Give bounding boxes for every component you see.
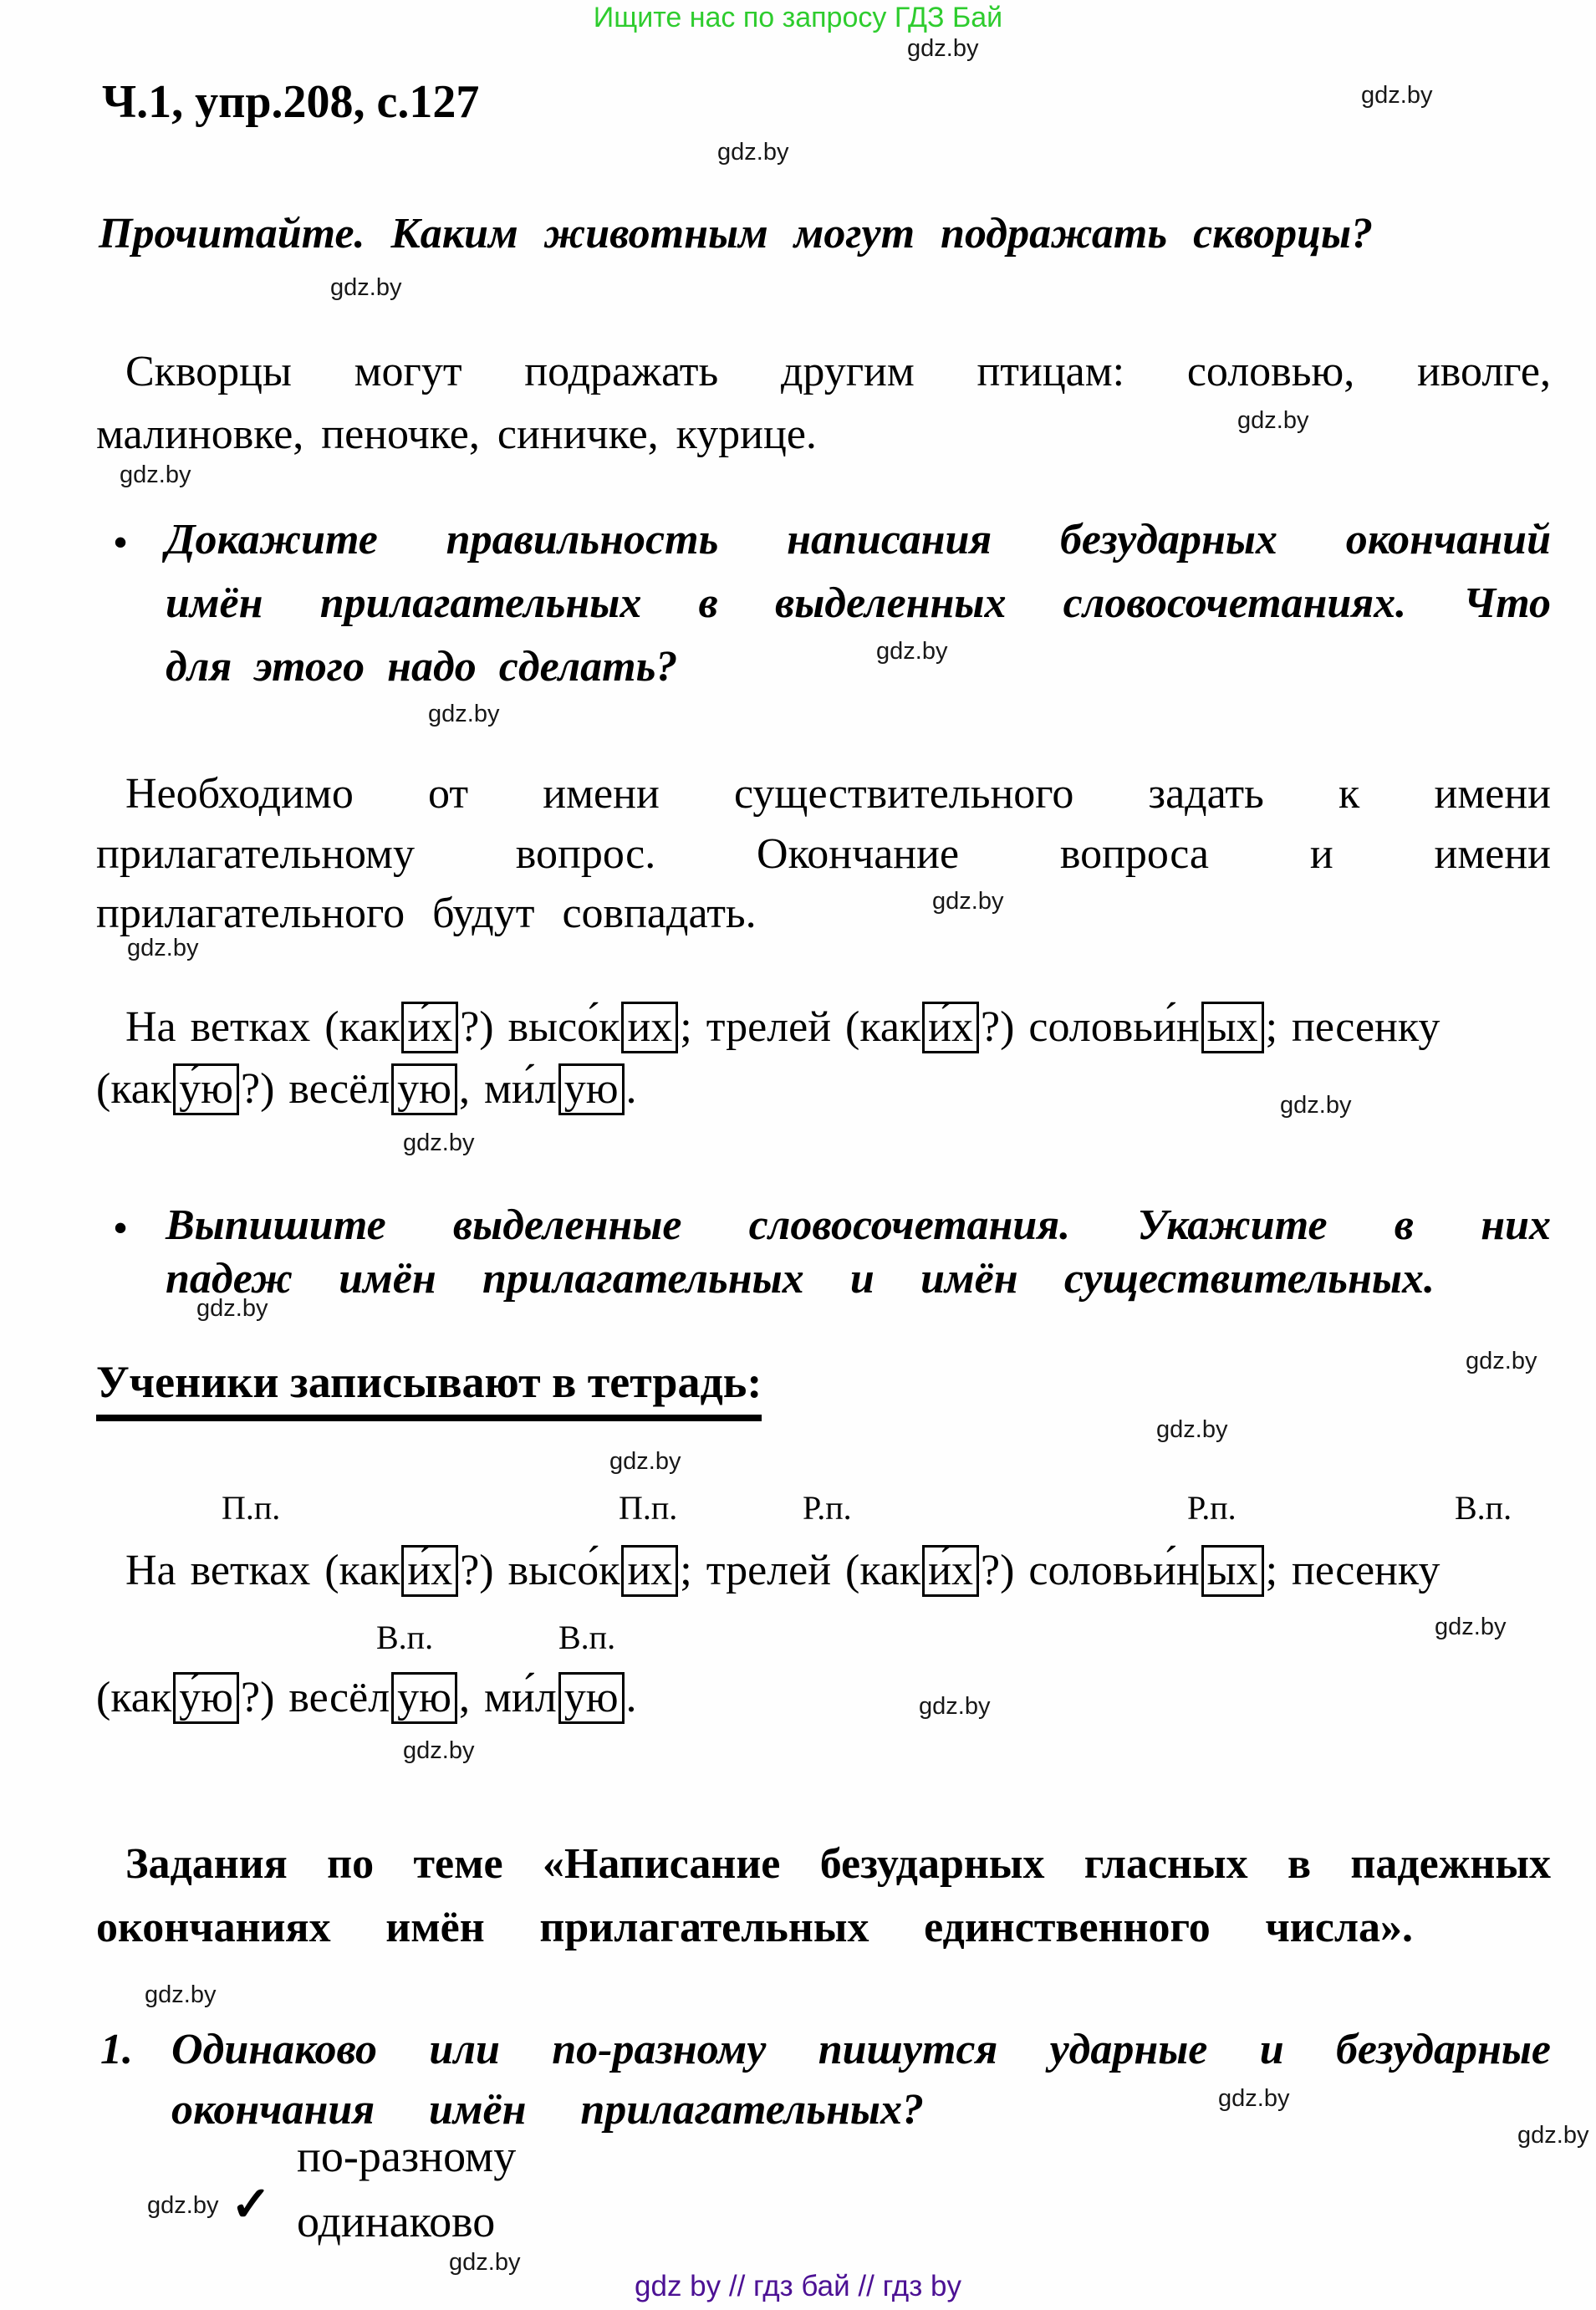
phrase-text: ; трелей (как — [680, 1547, 921, 1594]
gdz-watermark: gdz.by — [196, 1295, 268, 1322]
phrase-text: На ветках (как — [125, 1003, 400, 1051]
ending-box: и́х — [401, 1545, 458, 1597]
answer-option-correct: одинаково — [297, 2196, 496, 2246]
phrase-text: ?) соловьи́н — [981, 1547, 1200, 1594]
case-label: Р.п. — [1187, 1489, 1237, 1527]
task3-line2: падеж имён прилагательных и имён существительных. — [166, 1255, 1435, 1303]
page-title: Ч.1, упр.208, с.127 — [102, 76, 480, 128]
gdz-watermark: gdz.by — [1435, 1614, 1507, 1640]
ending-box: их — [621, 1545, 678, 1597]
ending-box: ую — [558, 1672, 625, 1724]
gdz-watermark: gdz.by — [403, 1737, 475, 1764]
task2-answer-line2: прилагательному вопрос. Окончание вопроса и имени — [96, 830, 1551, 878]
ending-box: у́ю — [173, 1063, 239, 1115]
ending-box: ую — [558, 1063, 625, 1115]
gdz-watermark: gdz.by — [120, 461, 191, 488]
gdz-watermark: gdz.by — [428, 701, 500, 727]
phrase-text: . — [625, 1065, 637, 1113]
gdz-watermark: gdz.by — [609, 1448, 681, 1475]
gdz-watermark: gdz.by — [932, 888, 1004, 915]
task1-answer-line2: малиновке, пеночке, синичке, курице. — [96, 410, 817, 458]
ending-box: и́х — [922, 1545, 979, 1597]
task2-line3: для этого надо сделать? — [166, 643, 678, 691]
task1-heading: Прочитайте. Каким животным могут подражать скворцы? — [99, 210, 1374, 258]
gdz-watermark: gdz.by — [1361, 82, 1433, 109]
gdz-watermark: gdz.by — [1156, 1416, 1228, 1443]
gdz-watermark: gdz.by — [145, 1981, 217, 2008]
ending-box: ых — [1201, 1002, 1264, 1053]
phrase-text: На ветках (как — [125, 1547, 400, 1594]
gdz-watermark: gdz.by — [717, 139, 789, 166]
bullet-icon: • — [114, 1206, 128, 1249]
gdz-watermark: gdz.by — [330, 274, 402, 301]
phrase-text: ; песенку — [1265, 1547, 1440, 1594]
gdz-watermark: gdz.by — [147, 2192, 219, 2219]
gdz-watermark: gdz.by — [1517, 2122, 1589, 2149]
gdz-watermark: gdz.by — [1280, 1092, 1352, 1119]
case-label: В.п. — [558, 1619, 616, 1656]
gdz-watermark: gdz.by — [127, 935, 199, 961]
ending-box: и́х — [401, 1002, 458, 1053]
gdz-watermark: gdz.by — [1218, 2085, 1290, 2112]
answer-option-wrong: по-разному — [297, 2131, 517, 2181]
ending-box: ую — [391, 1672, 457, 1724]
phrase-text: (как — [96, 1065, 172, 1113]
phrase-text: . — [625, 1674, 637, 1721]
bullet-icon: • — [114, 521, 128, 563]
phrase-text: ?) соловьи́н — [981, 1003, 1200, 1051]
case-label: Р.п. — [803, 1489, 852, 1527]
phrase-text: , ми́л — [459, 1674, 557, 1721]
checkmark-icon: ✓ — [231, 2177, 272, 2231]
question1-line1: Одинаково или по-разному пишутся ударные и безударные — [171, 2026, 1551, 2073]
ending-box: ых — [1201, 1545, 1264, 1597]
phrase-text: ?) весёл — [241, 1065, 390, 1113]
gdz-watermark: gdz.by — [919, 1693, 991, 1720]
task2-answer-line1: Необходимо от имени существительного задать к имени — [125, 770, 1551, 818]
task2-line1: Докажите правильность написания безударных окончаний — [166, 516, 1551, 563]
topic-line1: Задания по теме «Написание безударных гласных в падежных — [125, 1840, 1551, 1888]
ending-box: ую — [391, 1063, 457, 1115]
notebook-heading: Ученики записывают в тетрадь: — [96, 1356, 762, 1421]
case-label: П.п. — [222, 1489, 281, 1527]
task3-line1: Выпишите выделенные словосочетания. Укажите в них — [166, 1201, 1551, 1249]
question1-number: 1. — [100, 2026, 133, 2073]
gdz-watermark: gdz.by — [876, 638, 948, 665]
phrase-text: (как — [96, 1674, 172, 1721]
gdz-watermark: gdz.by — [1466, 1348, 1537, 1374]
phrase-text: , ми́л — [459, 1065, 557, 1113]
gdz-watermark: gdz.by — [403, 1130, 475, 1156]
phrase-line2 — [96, 1063, 637, 1115]
ending-box: и́х — [922, 1002, 979, 1053]
phrase-text: ?) высо́к — [460, 1547, 620, 1594]
ending-box: их — [621, 1002, 678, 1053]
ending-box: у́ю — [173, 1672, 239, 1724]
phrase-line2-copy — [96, 1672, 637, 1724]
task2-answer-line3: прилагательного будут совпадать. — [96, 890, 757, 937]
phrase-text: ; трелей (как — [680, 1003, 921, 1051]
phrase-text: ?) весёл — [241, 1674, 390, 1721]
footer-site-link[interactable]: gdz by // гдз бай // гдз by — [635, 2270, 961, 2302]
phrase-line1-copy — [125, 1545, 1440, 1597]
gdz-watermark: gdz.by — [449, 2249, 521, 2276]
case-label: В.п. — [376, 1619, 434, 1656]
case-label: П.п. — [619, 1489, 678, 1527]
topic-line2: окончаниях имён прилагательных единственного числа». — [96, 1904, 1413, 1951]
question1-line2: окончания имён прилагательных? — [171, 2086, 924, 2134]
phrase-text: ?) высо́к — [460, 1003, 620, 1051]
promo-banner: Ищите нас по запросу ГДЗ Бай — [593, 2, 1003, 33]
gdz-watermark: gdz.by — [1237, 407, 1309, 434]
case-label: В.п. — [1455, 1489, 1512, 1527]
task2-line2: имён прилагательных в выделенных словосочетаниях. Что — [166, 579, 1551, 627]
task1-answer-line1: Скворцы могут подражать другим птицам: соловью, иволге, — [125, 348, 1551, 395]
phrase-line1 — [125, 1002, 1440, 1053]
phrase-text: ; песенку — [1265, 1003, 1440, 1051]
gdz-watermark: gdz.by — [907, 35, 979, 62]
